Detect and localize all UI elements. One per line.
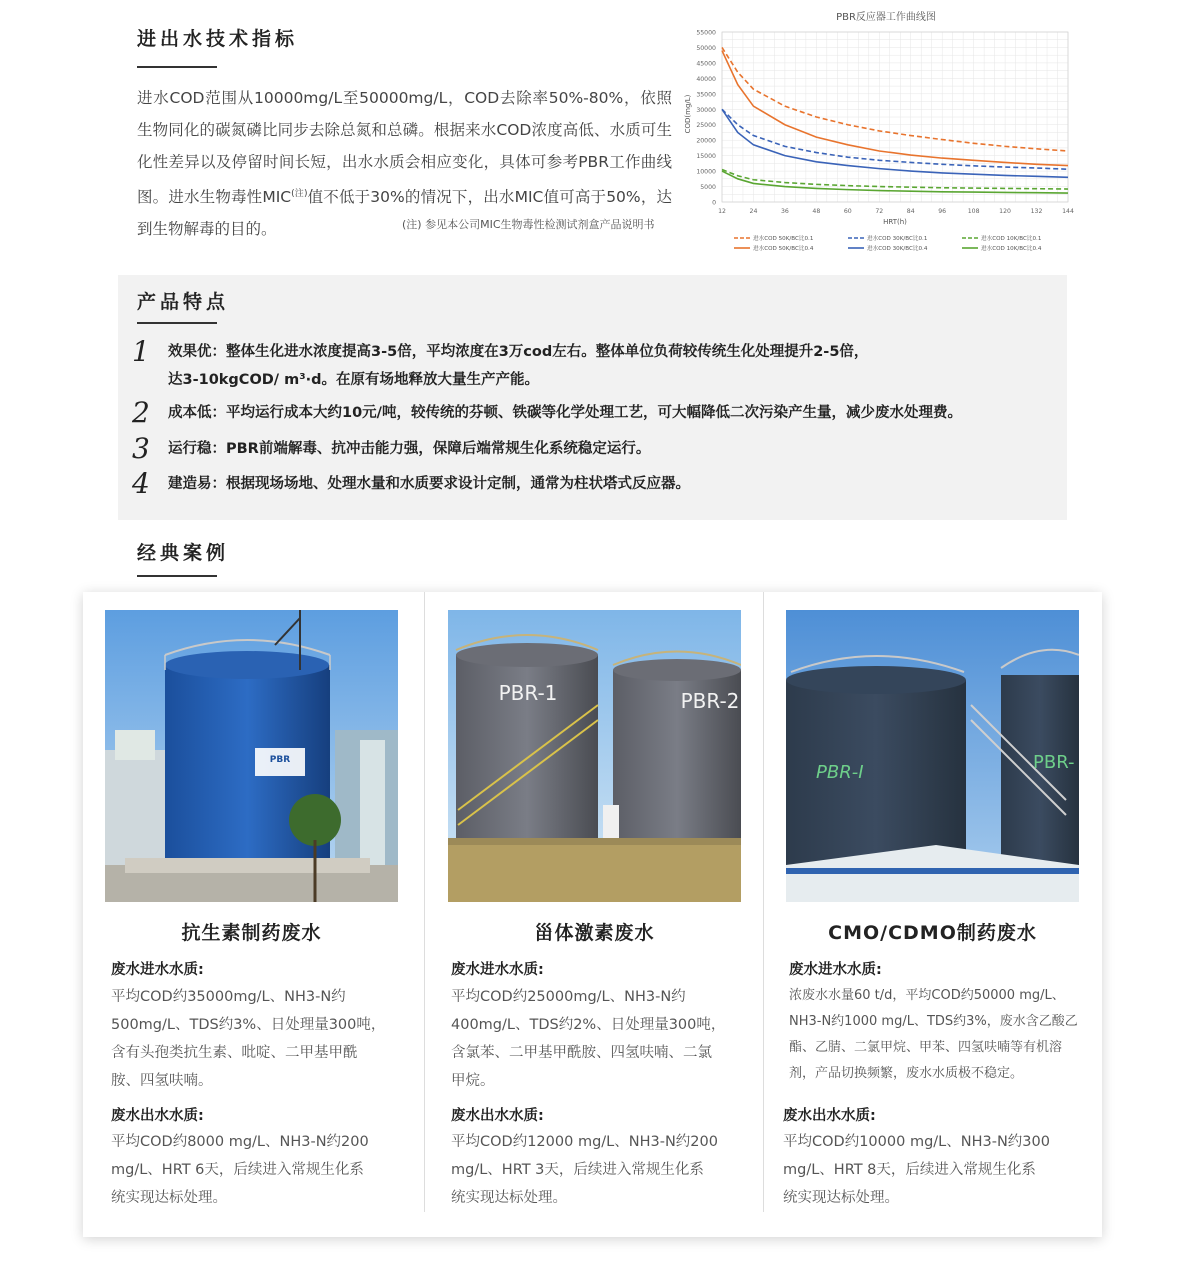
- feature-1-line1: 效果优：整体生化进水浓度提高3-5倍，平均浓度在3万cod左右。整体单位负荷较传统生化处理提升2-5倍，: [168, 344, 869, 360]
- case-3-title: CMO/CDMO制药废水: [828, 922, 1037, 944]
- case-2-inflow-line: 甲烷。: [451, 1073, 495, 1089]
- case-3-outflow-line: mg/L、HRT 8天，后续进入常规生化系: [783, 1162, 1036, 1178]
- chart-x-tick-label: 120: [999, 208, 1011, 215]
- case-1-outflow-line: mg/L、HRT 6天，后续进入常规生化系: [111, 1162, 364, 1178]
- feature-4-number: 4: [132, 467, 150, 500]
- case-1-photo: [105, 610, 398, 902]
- case-1-outflow-line: 平均COD约8000 mg/L、NH3-N约200: [111, 1134, 369, 1150]
- intro-title: 进出水技术指标: [137, 28, 299, 50]
- case-2-tank-label-2: PBR-2: [680, 689, 740, 713]
- case-1-tank-label: PBR: [269, 755, 291, 765]
- feature-2-number: 2: [132, 396, 150, 429]
- case-3-outflow-heading: 废水出水水质:: [783, 1108, 876, 1124]
- intro-text-b: 值不低于30%的情况下，出水MIC值可高于50%，达到生物解毒的目的。: [137, 188, 672, 238]
- case-3-outflow-line: 统实现达标处理。: [783, 1190, 899, 1206]
- case-1-inflow-line: 胺、四氢呋喃。: [111, 1073, 213, 1089]
- pbr-curve-chart: [682, 6, 1082, 262]
- chart-x-tick-label: 12: [718, 208, 726, 215]
- intro-text-a: 进水COD范围从10000mg/L至50000mg/L，COD去除率50%-80%，依照生物同化的碳氮磷比同步去除总氮和总磷。根据来水COD浓度高低、水质可生化性差异以及停留时间长短，出水水质会相应变化，具体可参考PBR工作曲线图。进水生物毒性MIC: [137, 89, 672, 206]
- chart-x-ticks: [718, 208, 1074, 215]
- case-3-photo-graphic: [786, 610, 1079, 902]
- chart-x-tick-label: 24: [749, 208, 758, 215]
- case-3-inflow-text: [789, 983, 1089, 1087]
- case-1-inflow-line: 含有头孢类抗生素、吡啶、二甲基甲酰: [111, 1045, 358, 1061]
- chart-x-label: HRT(h): [883, 218, 907, 226]
- chart-x-tick-label: 96: [938, 208, 947, 215]
- case-2-inflow-line: 400mg/L、TDS约2%、日处理量300吨，: [451, 1017, 726, 1033]
- case-1-title: 抗生素制药废水: [181, 922, 322, 944]
- case-2-outflow-line: 统实现达标处理。: [451, 1190, 567, 1206]
- case-divider-2: [763, 592, 764, 1212]
- case-2-photo: [448, 610, 741, 902]
- intro-footnote-mark: (注): [291, 189, 308, 199]
- case-2-inflow-text: [451, 983, 741, 1095]
- chart-legend-label: 进水COD 10K/BC比0.4: [981, 246, 1042, 253]
- chart-x-tick-label: 60: [843, 208, 852, 215]
- case-2-inflow-line: 含氯苯、二甲基甲酰胺、四氢呋喃、二氯: [451, 1045, 712, 1061]
- case-divider-1: [424, 592, 425, 1212]
- intro-footnote: (注) 参见本公司MIC生物毒性检测试剂盒产品说明书: [402, 218, 655, 231]
- chart-y-tick-label: 20000: [696, 137, 716, 145]
- cases-title: 经典案例: [137, 542, 230, 564]
- features-title: 产品特点: [137, 291, 230, 313]
- feature-3-number: 3: [132, 432, 150, 465]
- chart-x-tick-label: 36: [780, 208, 789, 215]
- case-3-photo: [786, 610, 1079, 902]
- case-2-outflow-line: mg/L、HRT 3天，后续进入常规生化系: [451, 1162, 704, 1178]
- case-1-inflow-text: [111, 983, 401, 1095]
- chart-y-tick-label: 50000: [696, 44, 716, 52]
- feature-2-line1: 成本低：平均运行成本大约10元/吨，较传统的芬顿、铁碳等化学处理工艺，可大幅降低二次污染产生量，减少废水处理费。: [168, 405, 962, 421]
- case-1-outflow-text: [111, 1128, 401, 1212]
- chart-legend-label: 进水COD 30K/BC比0.4: [867, 246, 928, 253]
- case-1-inflow-line: 500mg/L、TDS约3%、日处理量300吨，: [111, 1017, 386, 1033]
- case-3-inflow-line: 浓废水水量60 t/d，平均COD约50000 mg/L、: [789, 988, 1065, 1003]
- features-title-underline: [137, 322, 217, 324]
- case-1-inflow-line: 平均COD约35000mg/L、NH3-N约: [111, 989, 346, 1005]
- chart-x-tick-label: 132: [1030, 208, 1043, 215]
- chart-legend-label: 进水COD 50K/BC比0.4: [753, 246, 814, 253]
- chart-y-tick-label: 10000: [696, 168, 716, 176]
- feature-3-line1: 运行稳：PBR前端解毒、抗冲击能力强，保障后端常规生化系统稳定运行。: [168, 441, 651, 457]
- case-3-outflow-text: [783, 1128, 1073, 1212]
- chart-y-tick-label: 5000: [700, 184, 716, 192]
- chart-series-line-2: [722, 51, 1068, 166]
- case-3-tank-label-2: PBR-: [1033, 752, 1075, 773]
- chart-x-tick-label: 48: [812, 208, 821, 215]
- chart-x-tick-label: 108: [967, 208, 980, 215]
- chart-y-tick-label: 45000: [696, 60, 716, 68]
- case-2-outflow-line: 平均COD约12000 mg/L、NH3-N约200: [451, 1134, 718, 1150]
- case-2-inflow-line: 平均COD约25000mg/L、NH3-N约: [451, 989, 686, 1005]
- chart-title: PBR反应器工作曲线图: [836, 12, 936, 23]
- chart-x-tick-label: 144: [1062, 208, 1074, 215]
- case-2-outflow-heading: 废水出水水质:: [451, 1108, 544, 1124]
- case-1-outflow-heading: 废水出水水质:: [111, 1108, 204, 1124]
- chart-x-tick-label: 72: [875, 208, 884, 215]
- case-3-inflow-heading: 废水进水水质:: [789, 962, 882, 978]
- case-1-outflow-line: 统实现达标处理。: [111, 1190, 227, 1206]
- case-1-inflow-heading: 废水进水水质:: [111, 962, 204, 978]
- cases-card: [83, 592, 1102, 1237]
- intro-title-underline: [137, 66, 217, 68]
- case-1-photo-graphic: [105, 610, 398, 902]
- chart-y-ticks: [696, 30, 716, 207]
- feature-1-number: 1: [132, 335, 150, 368]
- chart-y-tick-label: 40000: [696, 75, 716, 83]
- case-3-tank-label-1: PBR-I: [816, 762, 864, 783]
- chart-series-line-6: [722, 171, 1068, 193]
- feature-4-line1: 建造易：根据现场场地、处理水量和水质要求设计定制，通常为柱状塔式反应器。: [168, 476, 690, 492]
- chart-legend-label: 进水COD 50K/BC比0.1: [753, 236, 814, 243]
- chart-y-tick-label: 35000: [696, 91, 716, 99]
- chart-y-tick-label: 15000: [696, 153, 716, 161]
- case-3-inflow-line: 酯、乙腈、二氯甲烷、甲苯、四氢呋喃等有机溶: [789, 1040, 1063, 1055]
- case-2-title: 甾体激素废水: [534, 922, 655, 944]
- case-2-tank-label-1: PBR-1: [498, 681, 558, 705]
- chart-legend-label: 进水COD 10K/BC比0.1: [981, 236, 1042, 243]
- case-3-inflow-line: 剂，产品切换频繁，废水水质极不稳定。: [789, 1066, 1024, 1081]
- case-2-inflow-heading: 废水进水水质:: [451, 962, 544, 978]
- chart-y-tick-label: 25000: [696, 122, 716, 130]
- case-2-photo-graphic: [448, 610, 741, 902]
- case-3-inflow-line: NH3-N约1000 mg/L、TDS约3%，废水含乙酸乙: [789, 1014, 1078, 1029]
- chart-x-tick-label: 84: [906, 208, 915, 215]
- case-2-outflow-text: [451, 1128, 741, 1212]
- chart-y-tick-label: 55000: [696, 29, 716, 37]
- chart-legend-label: 进水COD 30K/BC比0.1: [867, 236, 928, 243]
- feature-1-line2: 达3-10kgCOD/ m³·d。在原有场地释放大量生产产能。: [168, 372, 540, 388]
- case-3-outflow-line: 平均COD约10000 mg/L、NH3-N约300: [783, 1134, 1050, 1150]
- chart-y-tick-label: 0: [712, 199, 716, 207]
- chart-legend: [734, 234, 1042, 252]
- chart-y-label: COD(mg/L): [684, 94, 692, 134]
- chart-y-tick-label: 30000: [696, 106, 716, 114]
- cases-title-underline: [137, 575, 217, 577]
